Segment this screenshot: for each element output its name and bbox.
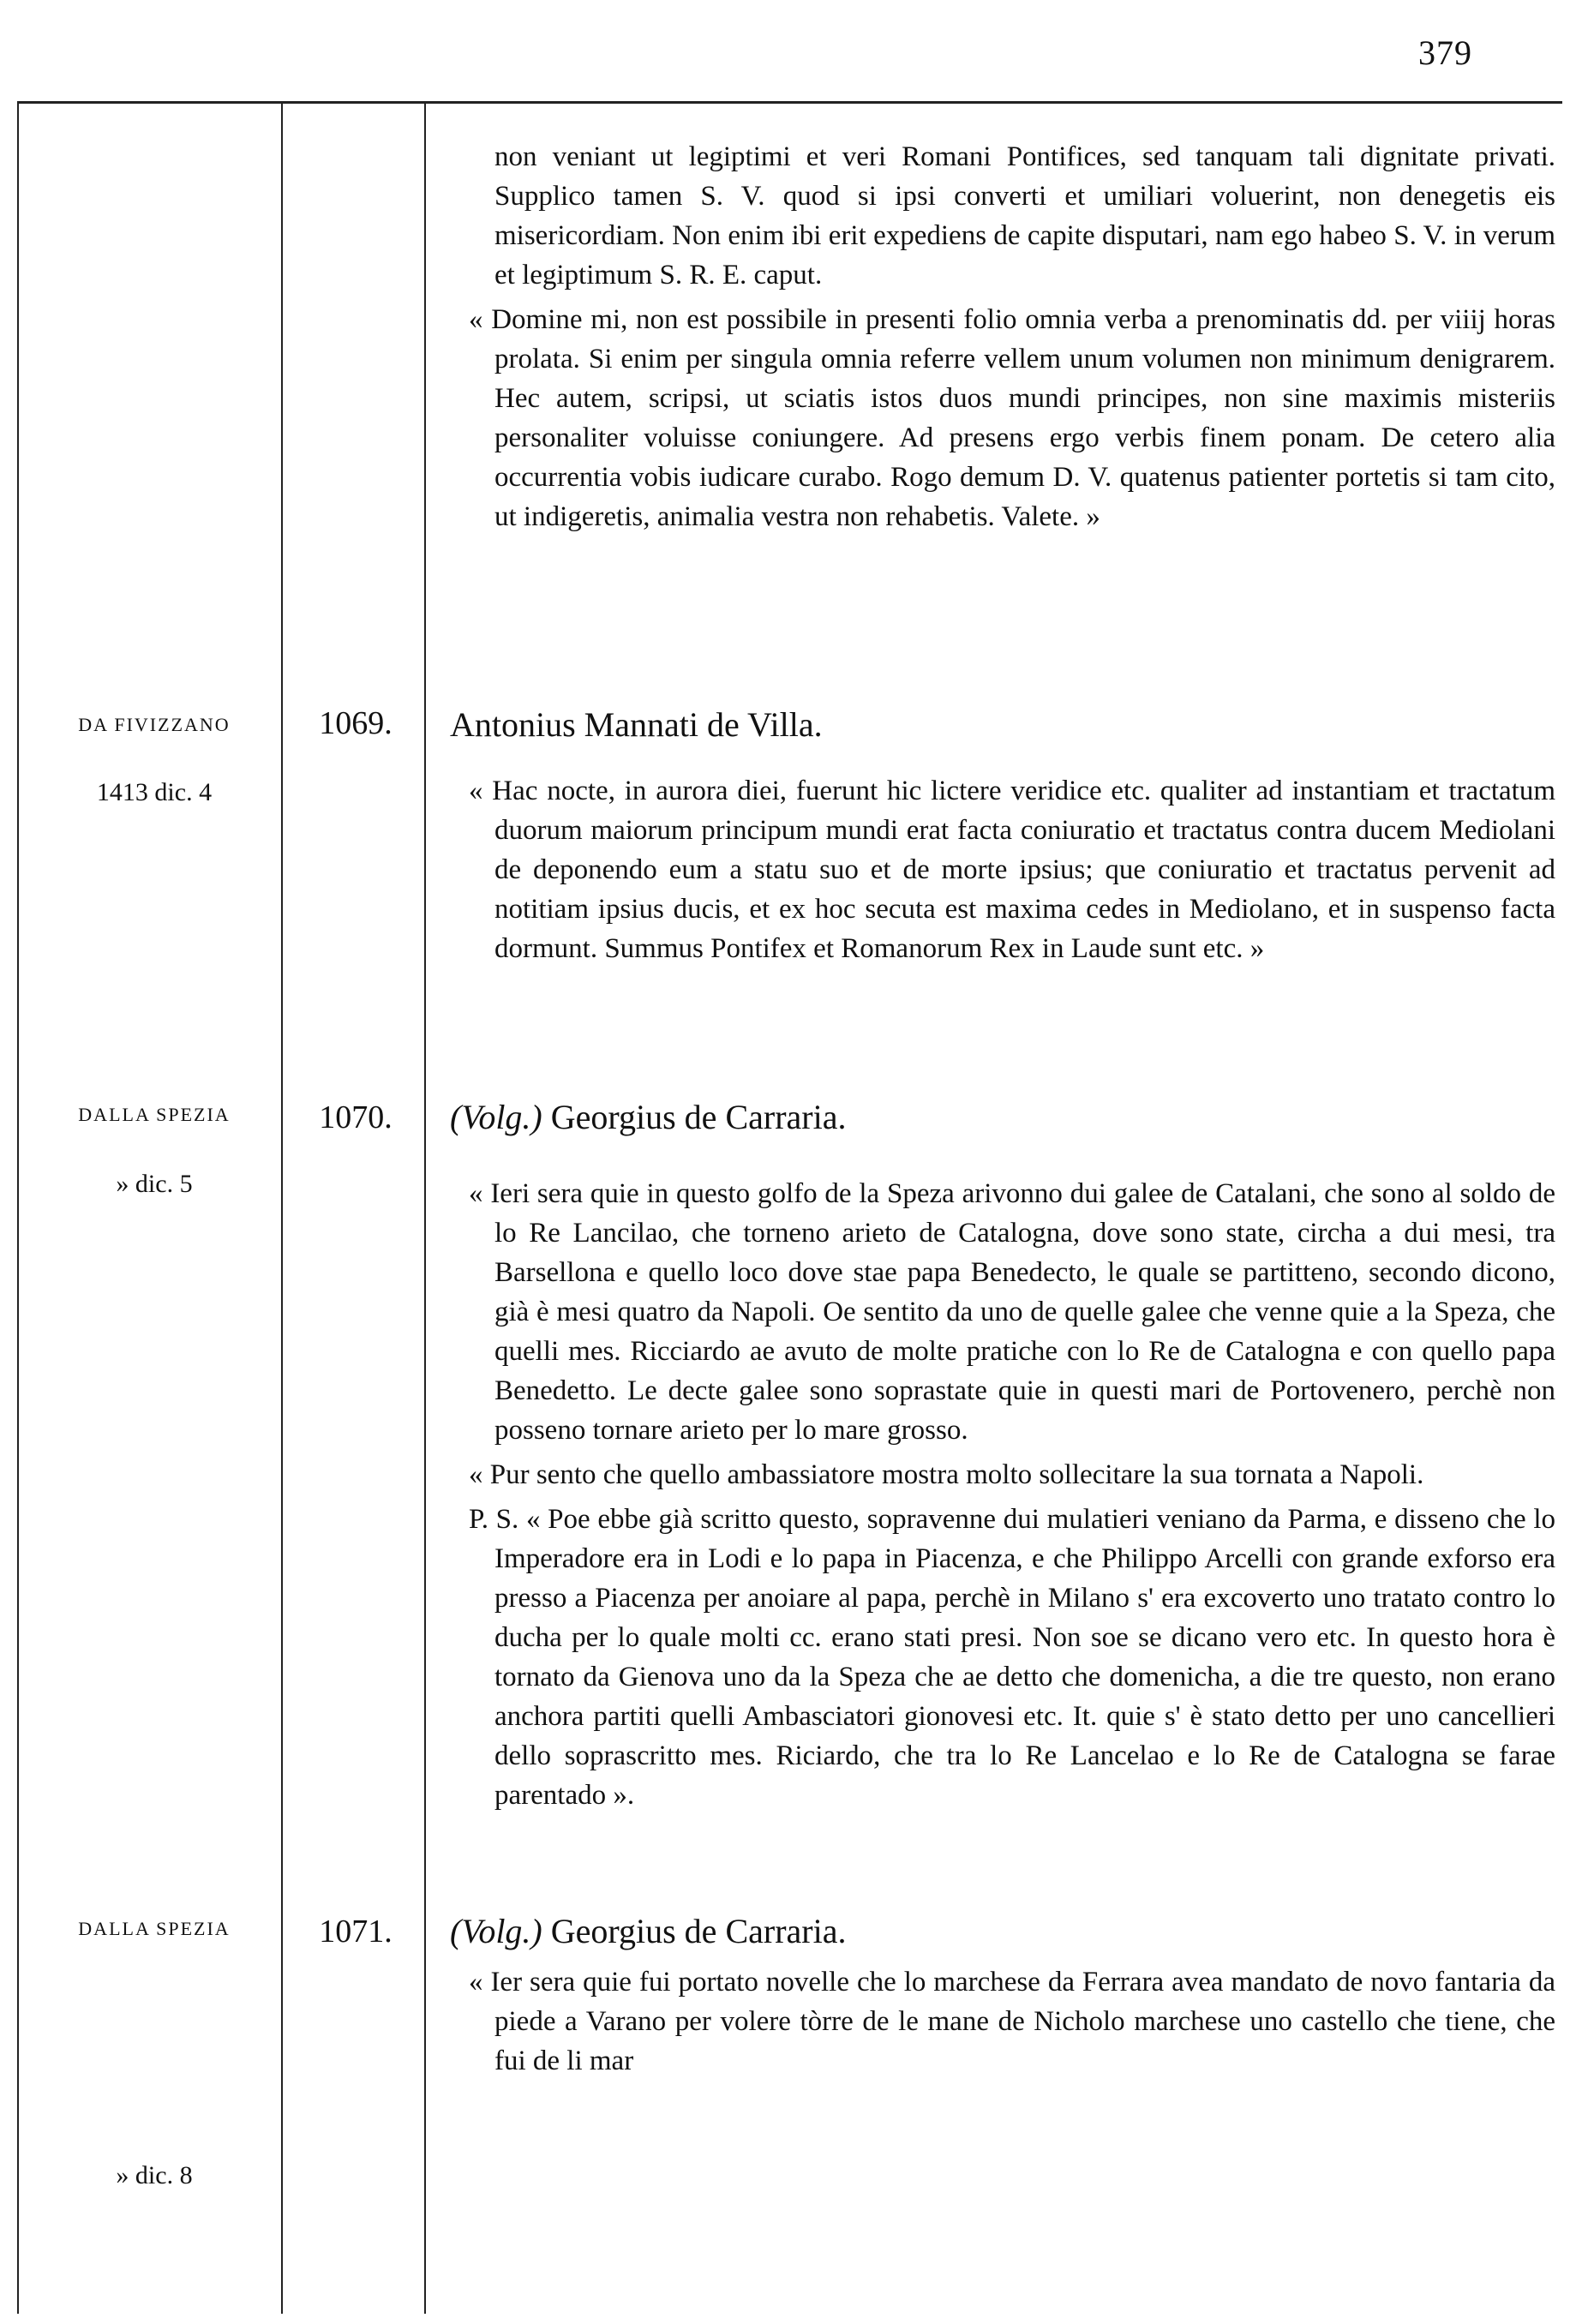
entry-title: [450, 1097, 846, 1137]
entry-author: Georgius de Carraria.: [550, 1098, 847, 1136]
page-number: 379: [1418, 33, 1472, 72]
volg-label: (Volg.): [450, 1912, 542, 1950]
text-block-1069: [450, 771, 1555, 973]
entry-place: DALLA SPEZIA: [78, 1918, 231, 1939]
entry-place: DALLA SPEZIA: [78, 1104, 231, 1125]
entry-date: » dic. 8: [116, 2161, 193, 2189]
entry-date: 1413 dic. 4: [96, 778, 213, 806]
text-block-continuation: [450, 137, 1555, 542]
paragraph: « Ieri sera quie in questo golfo de la Speza arivonno dui galee de Catalani, che sono al soldo de lo Re Lancilao, che torneno arieto de Catalogna, dove sono state, circha a dui mesi, tra Barsellona e quello loco dove stae papa Benedecto, le quale se partitteno, secondo dicono, già è mesi quatro da Napoli. Oe sentito da uno de quelle galee che venne quie a la Speza, che quelli mes. Ricciardo ae avuto de molte pratiche con lo Re de Catalogna e con quello papa Benedetto. Le decte galee sono soprastate quie in questi mari de Portovenero, perchè non posseno tornare arieto per lo mare grosso.: [469, 1178, 1555, 1446]
paragraph: « Ier sera quie fui portato novelle che lo marchese da Ferrara avea mandato de novo fantaria da piede a Varano per volere tòrre de le mane de Nicholo marchese uno castello che tiene, che fui de li mar: [469, 1967, 1555, 2076]
column-rule-middle: [281, 103, 283, 2314]
volg-label: (Volg.): [450, 1098, 542, 1136]
column-rule-right: [424, 103, 426, 2314]
column-rule-left: [17, 103, 19, 2314]
entry-author: Georgius de Carraria.: [550, 1912, 847, 1950]
entry-author: Antonius Mannati de Villa.: [450, 705, 823, 744]
paragraph: « Pur sento che quello ambassiatore mostra molto sollecitare la sua tornata a Napoli.: [469, 1459, 1424, 1490]
paragraph: « Hac nocte, in aurora diei, fuerunt hic lictere veridice etc. qualiter ad instantiam et tractatum duorum maiorum principum mundi erat facta coniuratio et tractatus contra ducem Mediolani de deponendo eum a statu suo et de morte ipsius; que coniuratio et tractatus pervenit ad notitiam ipsius ducis, et ex hoc secuta est maxima cedes in Mediolano, et in suspenso facta dormunt. Summus Pontifex et Romanorum Rex in Laude sunt etc. »: [469, 776, 1555, 964]
entry-number: 1069.: [319, 705, 393, 741]
header-rule: [17, 101, 1562, 104]
entry-place: DA FIVIZZANO: [78, 714, 231, 735]
entry-title: [450, 1911, 846, 1951]
entry-number: 1070.: [319, 1099, 393, 1135]
text-block-1071: [450, 1962, 1555, 2086]
paragraph: « Domine mi, non est possibile in presenti folio omnia verba a prenominatis dd. per viiij horas prolata. Si enim per singula omnia referre vellem unum volumen non minimum denigrarem. Hec autem, scripsi, ut sciatis istos duos mundi principes, non sine maximis misteriis personaliter voluisse coniungere. Ad presens ergo verbis finem ponam. De cetero alia occurrentia vobis iudicare curabo. Rogo demum D. V. quatenus patienter portetis si tam cito, ut indigeretis, animalia vestra non rehabetis. Valete. »: [469, 304, 1555, 532]
paragraph: non veniant ut legiptimi et veri Romani Pontifices, sed tanquam tali dignitate privati. Supplico tamen S. V. quod si ipsi converti et umiliari voluerint, non denegetis eis misericordiam. Non enim ibi erit expediens de capite disputari, nam ego habeo S. V. in verum et legiptimum S. R. E. caput.: [494, 141, 1555, 290]
entry-number: 1071.: [319, 1914, 393, 1950]
paragraph: P. S. « Poe ebbe già scritto questo, sopravenne dui mulatieri veniano da Parma, e disseno che lo Imperadore era in Lodi e lo papa in Piacenza, e che Philippo Arcelli con grande exforso era presso a Piacenza per anoiare al papa, perchè in Milano s' era excoverto uno tratato contro lo ducha per lo quale molti cc. erano stati presi. Non soe se dicano vero etc. In questo hora è tornato da Gienova uno da la Speza che ae detto che domenicha, a die tre questo, non erano anchora partiti quelli Ambasciatori gionovesi etc. It. quie s' è stato detto per uno cancellieri dello soprascritto mes. Riciardo, che tra lo Re Lancelao e lo Re de Catalogna se farae parentado ».: [469, 1504, 1555, 1811]
text-block-1070: [450, 1174, 1555, 1820]
entry-date: » dic. 5: [116, 1170, 193, 1198]
